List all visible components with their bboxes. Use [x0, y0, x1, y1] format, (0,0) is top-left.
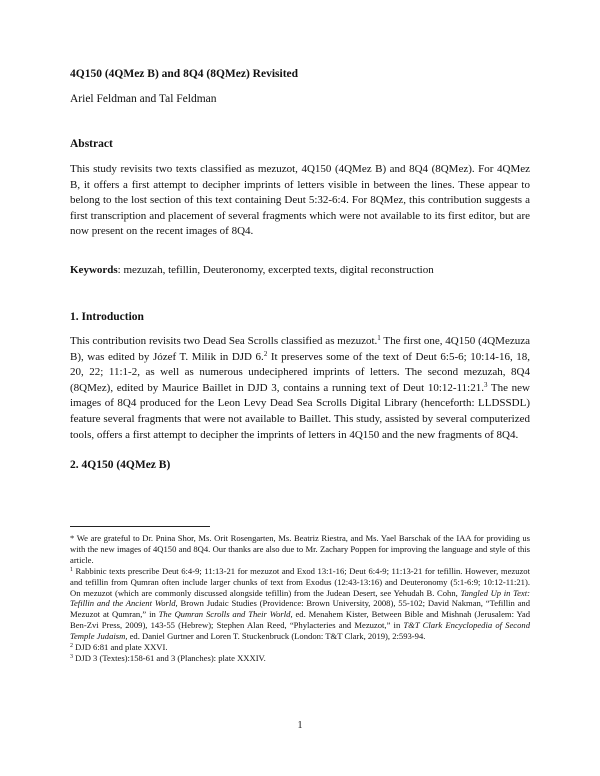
footnote-ref-2[interactable]: 2: [263, 349, 268, 358]
footnote-1-text-c: , ed. Menahem Kister, Between Bible and Mishnah (Jerusalem: Yad Ben-Zvi Press, 2009), 143-55 (Hebrew); Stephen Alan Reed, “Phylacteries and Mezuzot,” in: [70, 609, 530, 631]
introduction-paragraph: [70, 334, 530, 443]
abstract-heading: Abstract: [70, 138, 113, 150]
footnote-3-text: DJD 3 (Textes):158-61 and 3 (Planches): plate XXXIV.: [73, 652, 266, 663]
footnote-1-mark: 1: [70, 566, 73, 573]
footnote-separator: [70, 526, 210, 527]
footnotes: [70, 533, 530, 664]
section-2-heading: 2. 4Q150 (4QMez B): [70, 459, 171, 471]
intro-text-3: It preserves some of the text of Deut 6:5-6; 10:14-16, 18, 20, 22; 11:1-2, as well as numerous undeciphered imprints of letters. The second mezuzah, 8Q4 (8QMez), edited by Maurice Baillet in DJD 3, contains a running text of Deut 10:12-11:21.: [70, 350, 531, 394]
abstract-text: This study revisits two texts classified as mezuzot, 4Q150 (4QMez B) and 8Q4 (8QMez). For 4QMez B, it offers a first attempt to decipher imprints of letters visible in between the lines. These appear to belong to the lost section of this text containing Deut 5:32-6:4. For 8QMez, this contribution suggests a first transcription and placement of several fragments which were not available to its first editor, but are now present on the recent images of 8Q4.: [70, 163, 530, 238]
footnote-1-title-a: Tangled Up in Text: Tefillin and the Ancient World: [70, 587, 530, 609]
footnote-1-title-b: The Qumran Scrolls and Their World: [158, 609, 291, 620]
keywords-label: Keywords: [70, 264, 118, 276]
keywords-text: : mezuzah, tefillin, Deuteronomy, excerpted texts, digital reconstruction: [117, 264, 434, 276]
footnote-2: [70, 642, 530, 653]
footnote-1: [70, 566, 530, 642]
footnote-1-text-d: , ed. Daniel Gurtner and Loren T. Stuckenbruck (London: T&T Clark, 2019), 2:593-94.: [125, 631, 426, 642]
page-number: 1: [297, 720, 303, 731]
footnote-2-text: DJD 6:81 and plate XXVI.: [73, 642, 168, 653]
footnote-3: [70, 653, 530, 664]
intro-text-2: The first one, 4Q150 (4QMezuza B), was edited by Józef T. Milik in DJD 6.: [70, 335, 530, 363]
footnote-1-text-b: , Brown Judaic Studies (Providence: Brown University, 2008), 55-102; David Nakman, “Tefillin and Mezuzot at Qumran,” in: [70, 598, 530, 620]
footnote-ref-1[interactable]: 1: [377, 334, 381, 342]
footnote-3-mark: 3: [70, 653, 73, 660]
footnote-2-mark: 2: [70, 643, 73, 650]
footnote-1-title-c: T&T Clark Encyclopedia of Second Temple Judaism: [70, 620, 530, 642]
paper-authors: Ariel Feldman and Tal Feldman: [70, 93, 217, 105]
intro-text-1: This contribution revisits two Dead Sea Scrolls classified as mezuzot.: [70, 335, 378, 347]
footnote-1-text-a: Rabbinic texts prescribe Deut 6:4-9; 11:13-21 for mezuzot and Exod 13:1-16; Deut 6:4-9; 11:13-21 for tefillin. However, mezuzot and tefillin from Qumran often include larger chunks of text from Exodus (12:43-13:16) and Deuteronomy (5:1-6:9; 10:12-11:21). On mezuzot (which are commonly discussed alongside tefillin) from the Judean Desert, see Yehudah B. Cohn,: [70, 565, 530, 598]
footnote-acknowledgement: * We are grateful to Dr. Pnina Shor, Ms. Orit Rosengarten, Ms. Beatriz Riestra, and Ms. Yael Barschak of the IAA for providing us with the new images of 4Q150 and 8Q4. Our thanks are also due to Mr. Zachary Poppen for improving the language and style of this article.: [70, 533, 530, 565]
footnote-ref-3[interactable]: 3: [483, 380, 488, 389]
introduction-heading: 1. Introduction: [70, 311, 144, 323]
intro-text-4: The new images of 8Q4 produced for the Leon Levy Dead Sea Scrolls Digital Library (henceforth: LLDSSDL) feature several fragments that were not available to Baillet. This study, assisted by several computerized tools, offers a first attempt to decipher the imprints of letters in 4Q150 and the new fragments of 8Q4.: [70, 381, 530, 441]
keywords-line: [70, 264, 530, 276]
paper-title: 4Q150 (4QMez B) and 8Q4 (8QMez) Revisited: [70, 68, 299, 80]
